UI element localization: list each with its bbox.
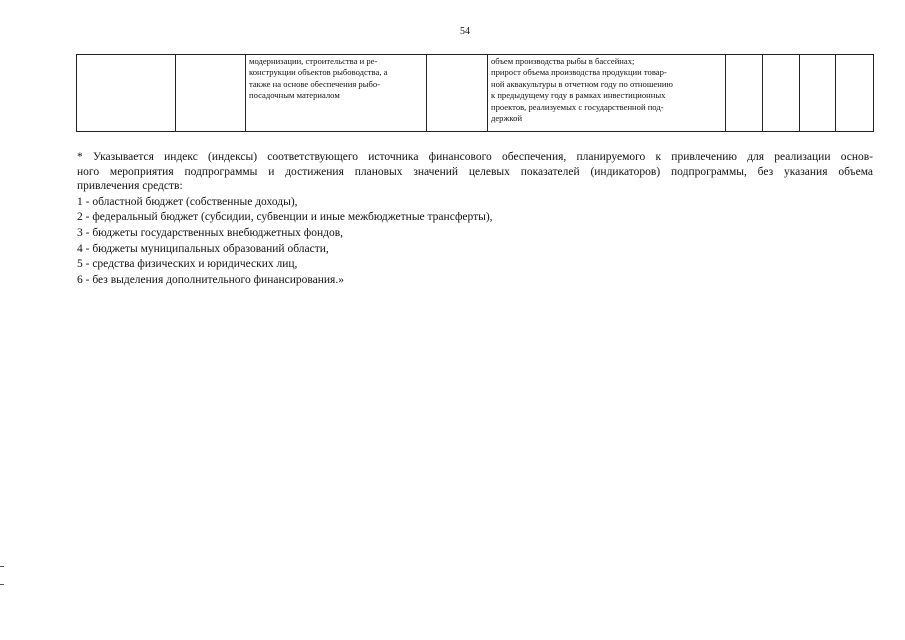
table-row bbox=[77, 55, 874, 132]
footnote-intro-line: * Указывается индекс (индексы) соответствующего источника финансового обеспечения, планируемого к привлечению для реализации основ- bbox=[77, 151, 873, 163]
funding-source-item: 2 - федеральный бюджет (субсидии, субвенции и иные межбюджетные трансферты), bbox=[77, 211, 493, 224]
indicator-line: объем производства рыбы в бассейнах; bbox=[491, 56, 635, 66]
indicator-line: к предыдущему году в рамках инвестиционных bbox=[491, 90, 666, 101]
table-cell-empty bbox=[427, 55, 488, 132]
scan-margin-mark bbox=[0, 566, 4, 567]
funding-source-item: 3 - бюджеты государственных внебюджетных фондов, bbox=[77, 226, 344, 239]
table-cell-empty bbox=[77, 55, 176, 132]
table-cell-empty bbox=[763, 55, 800, 132]
footnote-intro-line: привлечения средств: bbox=[77, 180, 183, 193]
indicator-line: держкой bbox=[491, 113, 523, 124]
funding-source-item: 5 - средства физических и юридических лиц, bbox=[77, 258, 298, 271]
table-cell-empty bbox=[836, 55, 874, 132]
table-cell-empty bbox=[726, 55, 763, 132]
measure-line: посадочным материалом bbox=[249, 90, 340, 101]
table-cell-measure bbox=[246, 55, 427, 132]
page-number: 54 bbox=[460, 26, 470, 37]
scan-margin-mark bbox=[0, 584, 4, 585]
funding-source-item: 6 - без выделения дополнительного финансирования.» bbox=[77, 273, 344, 286]
footnote-intro-line: ного мероприятия подпрограммы и достижения плановых значений целевых показателей (индикаторов) подпрограммы, без указания объема bbox=[77, 165, 873, 178]
measure-line: также на основе обеспечения рыбо- bbox=[249, 78, 381, 89]
indicator-line: проектов, реализуемых с государственной под- bbox=[491, 101, 664, 112]
measure-line: модернизации, строительства и ре- bbox=[249, 56, 378, 66]
table-cell-indicators bbox=[488, 55, 726, 132]
measure-line: конструкции объектов рыбоводства, а bbox=[249, 67, 388, 78]
funding-source-item: 1 - областной бюджет (собственные доходы), bbox=[77, 195, 298, 208]
table-cell-empty bbox=[800, 55, 836, 132]
funding-source-item: 4 - бюджеты муниципальных образований области, bbox=[77, 242, 329, 255]
footnote bbox=[77, 150, 873, 287]
measures-table bbox=[76, 54, 874, 132]
indicator-line: прирост объема производства продукции товар- bbox=[491, 67, 667, 78]
table-cell-empty bbox=[176, 55, 246, 132]
indicator-line: ной аквакультуры в отчетном году по отношению bbox=[491, 78, 673, 89]
